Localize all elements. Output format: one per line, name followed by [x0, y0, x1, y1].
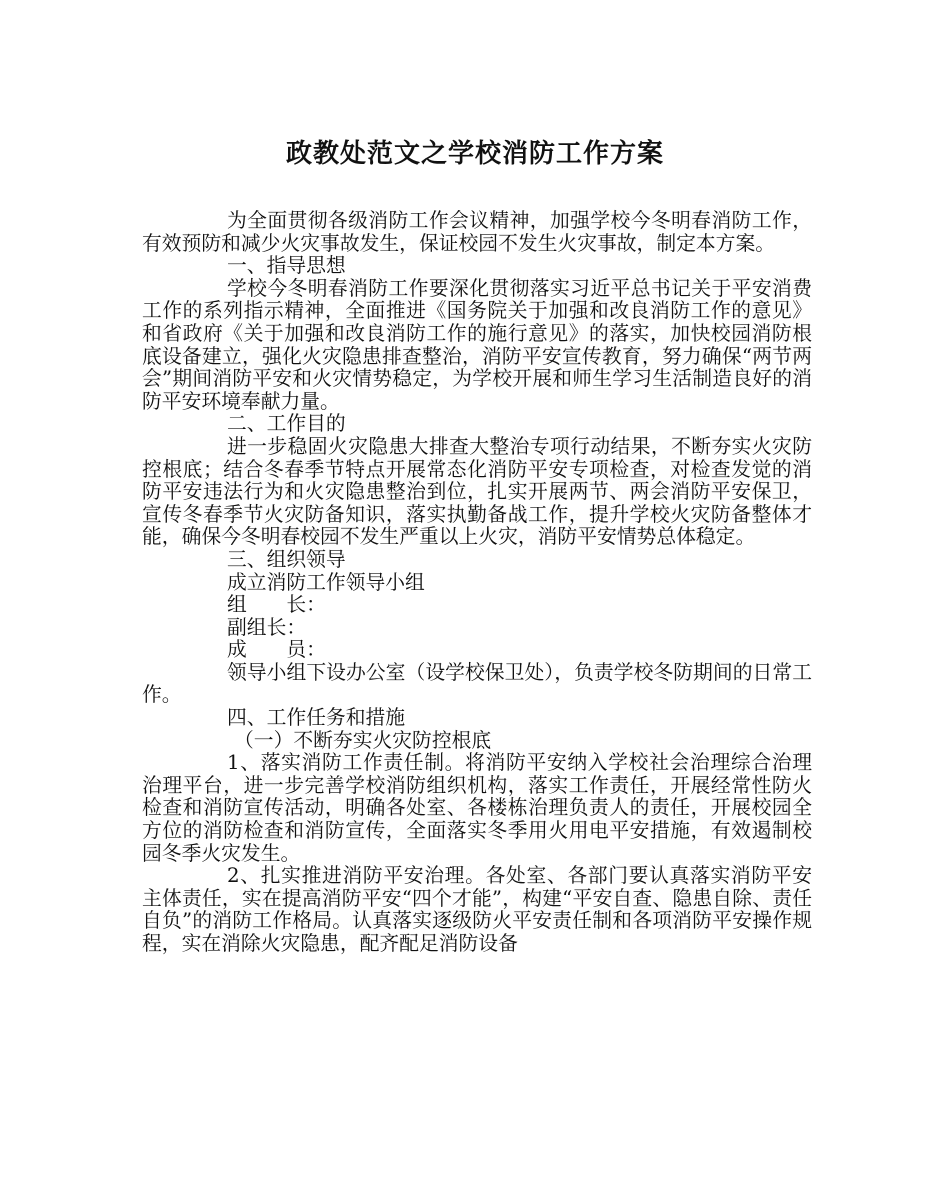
section-heading-tasks: 四、工作任务和措施 [227, 706, 406, 730]
group-leader-line: 组 长： [227, 593, 326, 617]
office-paragraph: 领导小组下设办公室（设学校保卫处），负责学校冬防期间的日常工作。 [142, 660, 812, 707]
task-2-paragraph: 2、扎实推进消防平安治理。各处室、各部门要认真落实消防平安主体责任，实在提高消防平安“四个才能”，构建“平安自查、隐患自除、责任自负”的消防工作格局。认真落实逐级防火平安责任制和各项消防平安操作规程，实在消除火灾隐患，配齐配足消防设备 [142, 864, 812, 955]
section-heading-guiding-thought: 一、指导思想 [227, 254, 346, 278]
document-body [142, 210, 812, 956]
task-1-paragraph: 1、落实消防工作责任制。将消防平安纳入学校社会治理综合治理治理平台，进一步完善学校消防组织机构，落实工作责任，开展经常性防火检查和消防宣传活动，明确各处室、各楼栋治理负责人的责任，开展校园全方位的消防检查和消防宣传，全面落实冬季用火用电平安措施，有效遏制校园冬季火灾发生。 [142, 751, 812, 865]
section-heading-work-goal: 二、工作目的 [227, 412, 346, 436]
leadership-group-line: 成立消防工作领导小组 [227, 570, 425, 594]
section-heading-organization: 三、组织领导 [227, 547, 346, 571]
guiding-thought-paragraph: 学校今冬明春消防工作要深化贯彻落实习近平总书记关于平安消费工作的系列指示精神，全面推进《国务院关于加强和改良消防工作的意见》和省政府《关于加强和改良消防工作的施行意见》的落实，加快校园消防根底设备建立，强化火灾隐患排查整治，消防平安宣传教育，努力确保“两节两会”期间消防平安和火灾情势稳定，为学校开展和师生学习生活制造良好的消防平安环境奉献力量。 [142, 276, 812, 413]
intro-paragraph: 为全面贯彻各级消防工作会议精神，加强学校今冬明春消防工作，有效预防和减少火灾事故发生，保证校园不发生火灾事故，制定本方案。 [142, 209, 812, 255]
document-title: 政教处范文之学校消防工作方案 [285, 139, 664, 169]
work-goal-paragraph: 进一步稳固火灾隐患大排查大整治专项行动结果，不断夯实火灾防控根底；结合冬春季节特点开展常态化消防平安专项检查，对检查发觉的消防平安违法行为和火灾隐患整治到位，扎实开展两节、两会消防平安保卫，宣传冬春季节火灾防备知识，落实执勤备战工作，提升学校火灾防备整体才能，确保今冬明春校园不发生严重以上火灾，消防平安情势总体稳定。 [142, 434, 812, 549]
members-line: 成 员： [227, 638, 326, 662]
deputy-leader-line: 副组长： [227, 615, 307, 639]
subsection-heading-fire-prevention: （一）不断夯实火灾防控根底 [234, 728, 492, 752]
